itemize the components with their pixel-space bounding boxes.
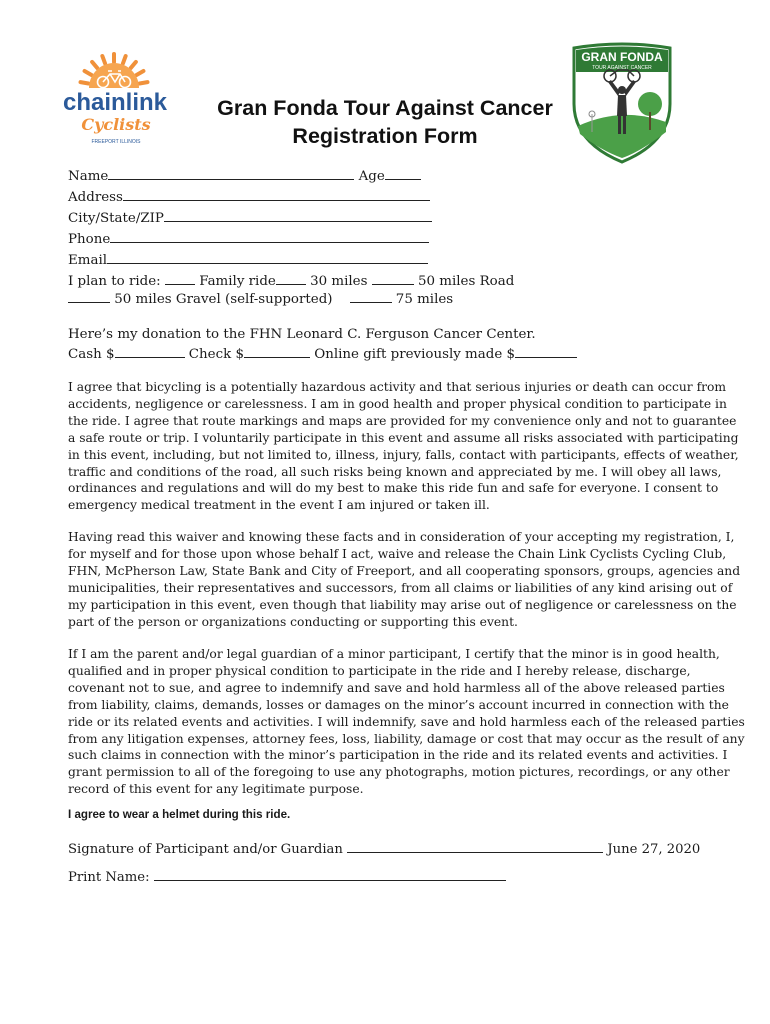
gran-fonda-shield-logo <box>570 42 674 164</box>
sunburst-bicycle-icon <box>56 50 174 154</box>
signature-label: Signature of Participant and/or Guardian <box>68 842 343 857</box>
30-miles-checkbox[interactable] <box>276 270 306 285</box>
print-name-row <box>68 866 506 885</box>
50-miles-road-checkbox[interactable] <box>372 270 414 285</box>
waiver-paragraph-1 <box>68 379 739 514</box>
age-field[interactable] <box>385 165 421 180</box>
paragraph-line: If I am the parent and/or legal guardian of a minor participant, I certify that the minor is in good health, <box>68 647 720 661</box>
svg-text:GRAN FONDA: GRAN FONDA <box>581 50 663 64</box>
print-name-field[interactable] <box>154 866 506 881</box>
paragraph-line: Having read this waiver and knowing these facts and in consideration of your accepting my registration, I, <box>68 530 735 544</box>
paragraph-line: a safe route or trip. I voluntarily participate in this event and assume all risks associated with participating <box>68 430 739 445</box>
name-age-row <box>68 165 421 188</box>
paragraph-line: emergency medical treatment in the event I am injured or taken ill. <box>68 498 490 513</box>
online-gift-field[interactable] <box>515 343 577 358</box>
title-line-1: Gran Fonda Tour Against Cancer <box>217 96 553 120</box>
paragraph-line: for myself and for those upon whose behalf I act, waive and release the Chain Link Cyclists Cycling Club, <box>68 546 727 561</box>
family-ride-label: Family ride <box>199 274 276 289</box>
paragraph-line: qualified and in proper physical condition to participate in the ride and I hereby release, discharge, <box>68 663 691 678</box>
name-label: Name <box>68 169 109 184</box>
name-field[interactable] <box>108 165 354 180</box>
plan-label: I plan to ride: <box>68 274 161 289</box>
paragraph-line: accidents, negligence or carelessness. I am in good health and proper physical condition to participate in <box>68 396 727 411</box>
50-miles-gravel-checkbox[interactable] <box>68 288 110 303</box>
paragraph-line: the ride. I agree that route markings and maps are provided for my convenience only and not to guarantee <box>68 413 737 428</box>
75-miles-label: 75 miles <box>395 292 454 307</box>
age-label: Age <box>358 169 385 184</box>
title-line-2: Registration Form <box>292 124 478 148</box>
paragraph-line: I agree that bicycling is a potentially hazardous activity and that serious injuries or death can occur from <box>68 380 727 394</box>
check-label: Check $ <box>188 347 244 362</box>
email-row <box>68 249 428 272</box>
signature-row <box>68 838 700 857</box>
svg-text:Cyclists: Cyclists <box>81 115 151 134</box>
email-field[interactable] <box>107 249 428 264</box>
cash-field[interactable] <box>115 343 185 358</box>
helmet-agreement: I agree to wear a helmet during this ride. <box>68 808 291 821</box>
svg-text:FREEPORT ILLINOIS: FREEPORT ILLINOIS <box>91 139 141 145</box>
address-row <box>68 186 430 209</box>
svg-text:chainlink: chainlink <box>62 89 168 116</box>
ride-plan-row-2 <box>68 288 453 311</box>
shield-cyclist-icon <box>570 42 674 164</box>
paragraph-line: covenant not to sue, and agree to indemnify and save and hold harmless all of the above released parties <box>68 680 725 695</box>
paragraph-line: part of the person or organizations conducting or supporting this event. <box>68 614 518 629</box>
waiver-paragraph-2 <box>68 529 741 630</box>
online-gift-label: Online gift previously made $ <box>314 347 516 362</box>
address-field[interactable] <box>123 186 430 201</box>
paragraph-line: from liability, claims, demands, losses or damages on the minor’s account incurred in connection with the <box>68 697 729 712</box>
paragraph-line: my participation in this event, even though that liability may arise out of negligence or carelessness on the <box>68 597 737 612</box>
signature-field[interactable] <box>347 838 603 853</box>
city-label: City/State/ZIP <box>68 211 164 226</box>
donation-intro: Here’s my donation to the FHN Leonard C. Ferguson Cancer Center. <box>68 327 536 342</box>
paragraph-line: in this event, including, but not limited to, illness, injury, falls, contact with participants, effects of weather, <box>68 447 739 462</box>
75-miles-checkbox[interactable] <box>350 288 392 303</box>
paragraph-line: ordinances and regulations and will do my best to make this ride fun and safe for everyone. I consent to <box>68 481 719 496</box>
waiver-paragraph-3 <box>68 646 745 798</box>
city-row <box>68 207 432 230</box>
paragraph-line: from any litigation expenses, attorney fees, loss, liability, damage or cost that may occur as the result of any <box>68 731 745 746</box>
phone-row <box>68 228 429 251</box>
chainlink-cyclists-logo <box>56 50 174 154</box>
paragraph-line: FHN, McPherson Law, State Bank and City of Freeport, and all cooperating sponsors, groups, agencies and <box>68 563 741 578</box>
paragraph-line: record of this event for any legitimate purpose. <box>68 782 364 797</box>
30-miles-label: 30 miles <box>310 274 368 289</box>
city-field[interactable] <box>164 207 432 222</box>
paragraph-line: municipalities, their representatives and successors, from all claims or liabilities of any kind arising out of <box>68 580 733 595</box>
cash-label: Cash $ <box>68 347 115 362</box>
donation-row <box>68 343 577 366</box>
check-field[interactable] <box>244 343 310 358</box>
phone-field[interactable] <box>110 228 429 243</box>
svg-text:TOUR AGAINST CANCER: TOUR AGAINST CANCER <box>592 65 652 71</box>
page-title <box>190 94 580 150</box>
paragraph-line: such claims in connection with the minor’s participation in the ride and its related events and activities. I <box>68 748 728 763</box>
phone-label: Phone <box>68 232 111 247</box>
paragraph-line: grant permission to all of the foregoing to use any photographs, motion pictures, recordings, or any other <box>68 765 730 780</box>
paragraph-line: traffic and conditions of the road, all such risks being known and appreciated by me. I will obey all laws, <box>68 464 722 479</box>
family-ride-checkbox[interactable] <box>165 270 195 285</box>
signature-date: June 27, 2020 <box>607 842 701 857</box>
print-name-label: Print Name: <box>68 870 150 885</box>
50-miles-gravel-label: 50 miles Gravel (self-supported) <box>114 292 333 307</box>
address-label: Address <box>68 190 123 205</box>
email-label: Email <box>68 253 108 268</box>
50-miles-road-label: 50 miles Road <box>417 274 515 289</box>
paragraph-line: ride or its related events and activities. I will indemnify, save and hold harmless each of the released parties <box>68 714 745 729</box>
